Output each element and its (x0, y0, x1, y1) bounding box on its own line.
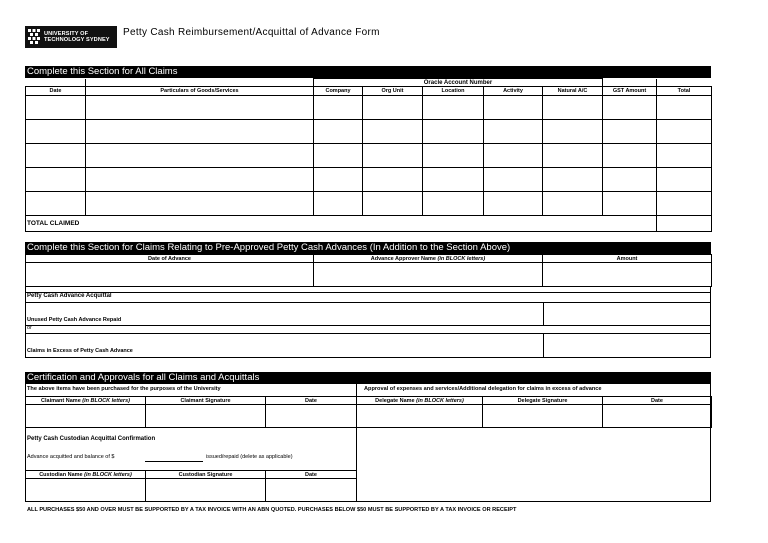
col-company: Company (314, 87, 363, 96)
cell[interactable] (423, 120, 484, 144)
block-letters-note: (in BLOCK letters) (84, 471, 132, 478)
divider (25, 325, 711, 326)
custodian-name-label: Custodian Name (39, 471, 83, 478)
blank-cell (657, 79, 712, 87)
claimant-date-input[interactable] (266, 405, 357, 428)
custodian-table (25, 470, 357, 502)
cell[interactable] (86, 168, 314, 192)
cell[interactable] (543, 192, 603, 216)
cell[interactable] (363, 120, 423, 144)
col-total: Total (657, 87, 712, 96)
cell[interactable] (657, 144, 712, 168)
table-row[interactable] (26, 168, 712, 192)
col-approver-name (314, 255, 543, 263)
block-letters-note: (in BLOCK letters) (82, 397, 130, 404)
approver-name-label: Advance Approver Name (370, 255, 436, 262)
delegate-name-label: Delegate Name (375, 397, 415, 404)
cell[interactable] (26, 96, 86, 120)
advance-table (25, 254, 712, 287)
col-date: Date (603, 397, 712, 405)
excess-claims-input[interactable] (543, 333, 711, 358)
col-date: Date (26, 87, 86, 96)
col-natural-ac: Natural A/C (543, 87, 603, 96)
table-row[interactable] (26, 192, 712, 216)
cell[interactable] (423, 96, 484, 120)
table-row[interactable] (26, 96, 712, 120)
delegate-date-input[interactable] (603, 405, 712, 428)
table-row[interactable] (26, 120, 712, 144)
cell[interactable] (363, 144, 423, 168)
blank-cell (26, 79, 86, 87)
uts-crest-icon (27, 28, 41, 46)
col-delegate-signature: Delegate Signature (483, 397, 603, 405)
approver-name-input[interactable] (314, 263, 543, 287)
cell[interactable] (314, 144, 363, 168)
cell[interactable] (484, 144, 543, 168)
custodian-date-input[interactable] (266, 479, 357, 502)
total-claimed-input[interactable] (657, 216, 712, 232)
cell[interactable] (484, 96, 543, 120)
col-gst: GST Amount (603, 87, 657, 96)
col-custodian-name (26, 471, 146, 479)
cell[interactable] (484, 168, 543, 192)
cell[interactable] (657, 168, 712, 192)
amount-input[interactable] (543, 263, 712, 287)
cell[interactable] (603, 120, 657, 144)
col-claimant-name (26, 397, 146, 405)
cell[interactable] (603, 168, 657, 192)
cell[interactable] (543, 144, 603, 168)
block-letters-note: (in BLOCK letters) (416, 397, 464, 404)
oracle-account-header: Oracle Account Number (314, 79, 603, 87)
cell[interactable] (543, 120, 603, 144)
date-of-advance-input[interactable] (26, 263, 314, 287)
claimant-signature-input[interactable] (146, 405, 266, 428)
cell[interactable] (363, 168, 423, 192)
delegate-signature-input[interactable] (483, 405, 603, 428)
delegate-name-input[interactable] (357, 405, 483, 428)
total-claimed-label: TOTAL CLAIMED (26, 216, 657, 232)
custodian-signature-input[interactable] (146, 479, 266, 502)
blank-cell (86, 79, 314, 87)
cell[interactable] (314, 96, 363, 120)
cell[interactable] (657, 120, 712, 144)
col-amount: Amount (543, 255, 712, 263)
col-org-unit: Org Unit (363, 87, 423, 96)
claimant-name-label: Claimant Name (41, 397, 81, 404)
col-custodian-signature: Custodian Signature (146, 471, 266, 479)
unused-advance-input[interactable] (543, 302, 711, 326)
cell[interactable] (26, 168, 86, 192)
cell[interactable] (423, 168, 484, 192)
cell[interactable] (484, 120, 543, 144)
balance-amount-input[interactable] (145, 461, 203, 462)
block-letters-note: (in BLOCK letters) (437, 255, 486, 262)
cell[interactable] (314, 192, 363, 216)
logo-line-1: UNIVERSITY OF (44, 30, 89, 37)
col-date: Date (266, 397, 357, 405)
claimant-table (25, 396, 357, 428)
col-particulars: Particulars of Goods/Services (86, 87, 314, 96)
cell[interactable] (543, 168, 603, 192)
cell[interactable] (26, 192, 86, 216)
cell[interactable] (26, 144, 86, 168)
claimant-name-input[interactable] (26, 405, 146, 428)
col-location: Location (423, 87, 484, 96)
footer-note: ALL PURCHASES $50 AND OVER MUST BE SUPPORTED BY A TAX INVOICE WITH AN ABN QUOTED. PURCHASES BELOW $50 MUST BE SUPPORTED BY A TAX INVOICE OR RECEIPT (27, 507, 517, 513)
or-label: or (27, 325, 32, 331)
col-delegate-name (357, 397, 483, 405)
col-date: Date (266, 471, 357, 479)
unused-advance-label: Unused Petty Cash Advance Repaid (27, 317, 122, 323)
cell[interactable] (603, 96, 657, 120)
divider (25, 292, 711, 293)
cell[interactable] (543, 96, 603, 120)
logo-text (44, 31, 110, 44)
custodian-confirm-label: Petty Cash Custodian Acquittal Confirmation (27, 436, 156, 442)
cell[interactable] (484, 192, 543, 216)
section-certification-bar: Certification and Approvals for all Claims and Acquittals (25, 372, 711, 384)
uts-logo (25, 26, 117, 48)
delegate-table (356, 396, 712, 428)
acquittal-label: Petty Cash Advance Acquittal (27, 293, 112, 299)
issued-repaid-text: issued/repaid (delete as applicable) (206, 454, 293, 460)
logo-line-2: TECHNOLOGY SYDNEY (44, 37, 110, 43)
right-statement: Approval of expenses and services/Additional delegation for claims in excess of advance (364, 386, 602, 392)
claims-table (25, 78, 712, 232)
cell[interactable] (657, 96, 712, 120)
advance-acquitted-text: Advance acquitted and balance of $ (27, 454, 115, 460)
col-activity: Activity (484, 87, 543, 96)
custodian-name-input[interactable] (26, 479, 146, 502)
cell[interactable] (363, 96, 423, 120)
table-row[interactable] (26, 144, 712, 168)
cell[interactable] (603, 144, 657, 168)
cell[interactable] (423, 144, 484, 168)
cell[interactable] (314, 168, 363, 192)
excess-claims-label: Claims in Excess of Petty Cash Advance (27, 348, 133, 354)
cell[interactable] (363, 192, 423, 216)
cell[interactable] (86, 96, 314, 120)
section-all-claims-bar: Complete this Section for All Claims (25, 66, 711, 78)
cell[interactable] (657, 192, 712, 216)
cell[interactable] (86, 120, 314, 144)
section-advances-bar: Complete this Section for Claims Relating to Pre-Approved Petty Cash Advances (In Addition to the Section Above) (25, 242, 711, 254)
col-claimant-signature: Claimant Signature (146, 397, 266, 405)
cell[interactable] (423, 192, 484, 216)
cell[interactable] (86, 192, 314, 216)
cell[interactable] (86, 144, 314, 168)
blank-cell (603, 79, 657, 87)
col-date-of-advance: Date of Advance (26, 255, 314, 263)
cell[interactable] (314, 120, 363, 144)
cell[interactable] (603, 192, 657, 216)
left-statement: The above items have been purchased for the purposes of the University (27, 386, 221, 392)
form-title: Petty Cash Reimbursement/Acquittal of Advance Form (123, 27, 380, 38)
cell[interactable] (26, 120, 86, 144)
